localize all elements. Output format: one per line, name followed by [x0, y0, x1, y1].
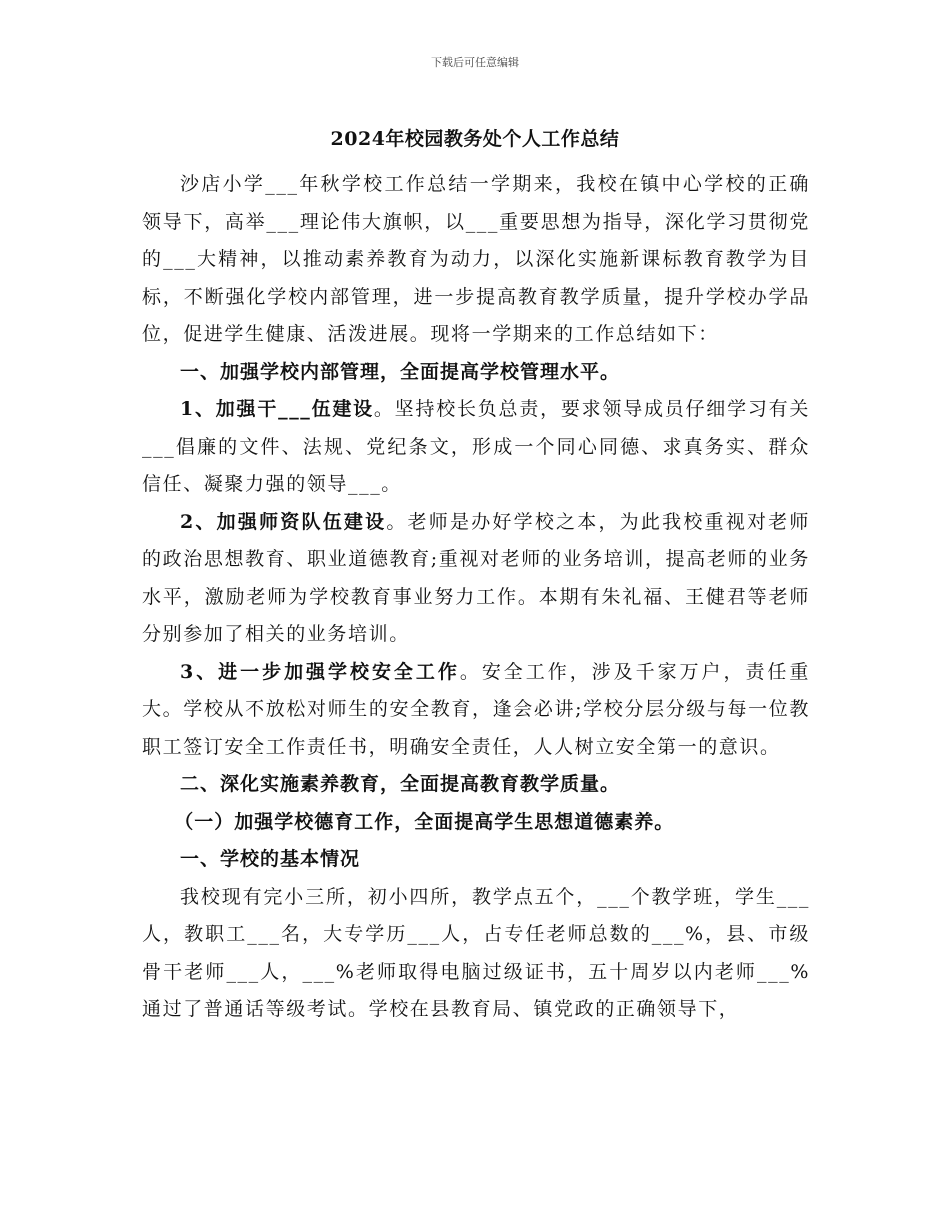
item-3-lead: 3、进一步加强学校安全工作 [180, 660, 460, 683]
section-heading-2: 二、深化实施素养教育，全面提高教育教学质量。 [180, 773, 621, 795]
item-3-paragraph [142, 654, 810, 767]
document-title: 2024年校园教务处个人工作总结 [330, 128, 620, 150]
item-1-body: 。坚持校长负总责，要求领导成员仔细学习有关___倡廉的文件、法规、党纪条文，形成一个同心同德、求真务实、群众信任、凝聚力强的领导___。 [142, 398, 810, 495]
section-heading-1: 一、加强学校内部管理，全面提高学校管理水平。 [180, 360, 621, 383]
basic-info-heading: 一、学校的基本情况 [180, 848, 361, 870]
item-2-body: 。老师是办好学校之本，为此我校重视对老师的政治思想教育、职业道德教育;重视对老师的业务培训，提高老师的业务水平，激励老师为学校教育事业努力工作。本期有朱礼福、王健君等老师分别参加了相关的业务培训。 [142, 510, 810, 645]
intro-paragraph: 沙店小学___年秋学校工作总结一学期来，我校在镇中心学校的正确领导下，高举___理论伟大旗帜，以___重要思想为指导，深化学习贯彻党的___大精神，以推动素养教育为动力，以深化实施新课标教育教学为目标，不断强化学校内部管理，进一步提高教育教学质量，提升学校办学品位，促进学生健康、活泼进展。现将一学期来的工作总结如下： [142, 173, 810, 345]
item-1-paragraph [142, 391, 810, 504]
item-3-body: 。安全工作，涉及千家万户，责任重大。学校从不放松对师生的安全教育，逢会必讲;学校分层分级与每一位教职工签订安全工作责任书，明确安全责任，人人树立安全第一的意识。 [142, 660, 810, 758]
document-body [142, 166, 810, 1029]
basic-info-paragraph: 我校现有完小三所，初小四所，教学点五个，___个教学班，学生___人，教职工___名，大专学历___人，占专任老师总数的___%，县、市级骨干老师___人，___%老师取得电脑过级证书，五十周岁以内老师___%通过了普通话等级考试。学校在县教育局、镇党政的正确领导下， [142, 885, 810, 1020]
item-1-lead: 1、加强干___伍建设 [180, 398, 374, 420]
subsection-heading: （一）加强学校德育工作，全面提高学生思想道德素养。 [174, 810, 675, 833]
item-2-lead: 2、加强师资队伍建设 [180, 510, 387, 533]
item-2-paragraph [142, 504, 810, 654]
header-note: 下载后可任意编辑 [431, 56, 519, 69]
